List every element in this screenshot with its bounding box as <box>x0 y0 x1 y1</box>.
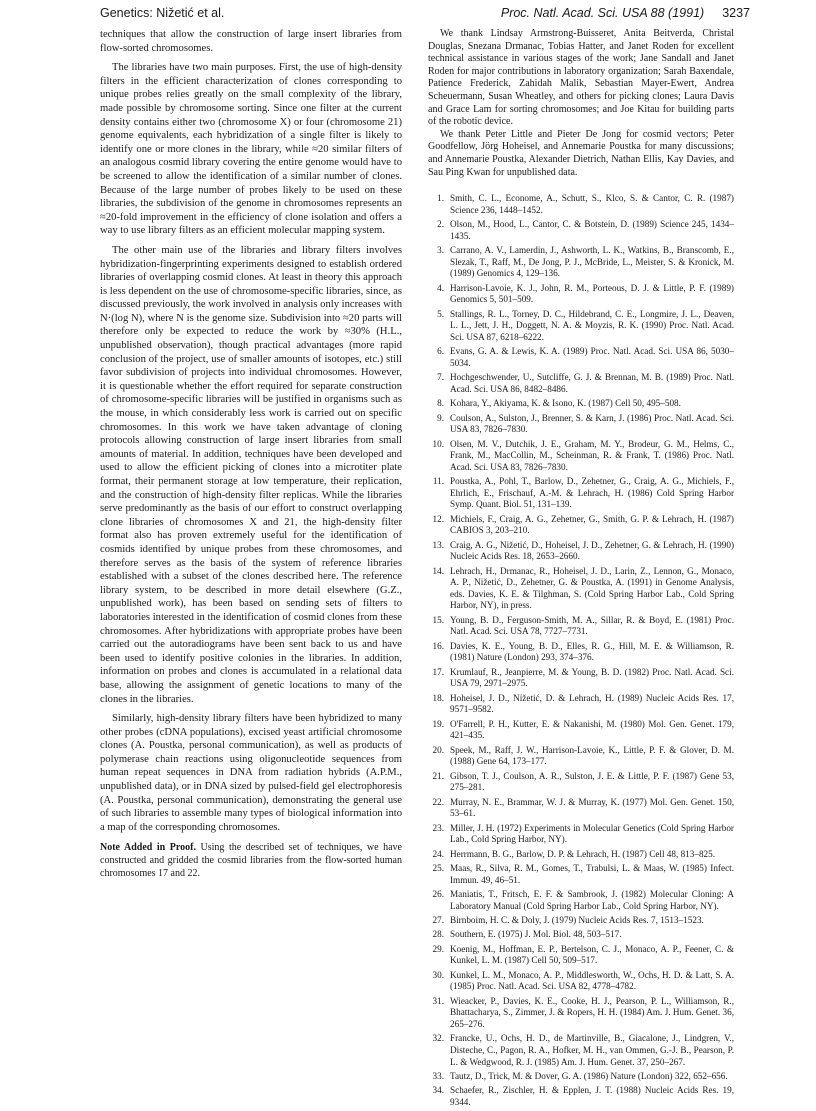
reference-text: Craig, A. G., Nižetić, D., Hoheisel, J. D., Zehetner, G. & Lehrach, H. (1990) Nucleic Acids Res. 18, 2653–2660. <box>450 539 734 562</box>
reference-item <box>428 615 734 638</box>
reference-number: 10. <box>432 438 444 449</box>
reference-number: 23. <box>432 822 444 833</box>
reference-item <box>428 372 734 395</box>
reference-text: Lehrach, H., Drmanac, R., Hoheisel, J. D., Larin, Z., Lennon, G., Monaco, A. P., Nižetić, D., Zehetner, G. & Poustka, A. (1991) in Genome Analysis, eds. Davies, K. E. & Tilghman, S. (Cold Spring Harbor Lab., Cold Spring Harbor, NY), in press. <box>450 565 734 611</box>
reference-text: Carrano, A. V., Lamerdin, J., Ashworth, L. K., Watkins, B., Branscomb, E., Slezak, T., Raff, M., De Jong, P. J., McBride, L., Meister, S. & Kronick, M. (1989) Genomics 4, 129–136. <box>450 245 734 279</box>
reference-text: O'Farrell, P. H., Kutter, E. & Nakanishi, M. (1980) Mol. Gen. Genet. 179, 421–435. <box>450 718 734 741</box>
reference-item <box>428 283 734 306</box>
reference-number: 12. <box>432 513 444 524</box>
reference-number: 33. <box>432 1071 444 1081</box>
running-header <box>90 6 750 24</box>
reference-item <box>428 1071 734 1083</box>
paragraph-purposes: The libraries have two main purposes. First, the use of high-density filters in the efficient characterization of clones corresponding to unique probes relies greatly on the small complexity of the library, made possible by chromosome sorting. Since one filter at the current density contains either two (chromosome X) or four (chromosome 21) genome equivalents, each hybridization of a single filter is likely to identify one or more clones in the library, while ≈20 similar filters of an analogous cosmid library covering the entire genome would have to be screened to allow the identification of a similar number of clones. Because of the large number of probes likely to be used on these libraries, the subdivision of the genome in chromosomes represents an ≈20-fold improvement in the efficiency of clone isolation and offers a way to use library filters as an efficient molecular mapping system. <box>100 62 402 237</box>
reference-item <box>428 693 734 716</box>
reference-text: Koenig, M., Hoffman, E. P., Bertelson, C. J., Monaco, A. P., Feener, C. & Kunkel, L. M. (1987) Cell 50, 509–517. <box>450 943 734 966</box>
reference-number: 22. <box>432 796 444 807</box>
reference-text: Wieacker, P., Davies, K. E., Cooke, H. J., Pearson, P. L., Williamson, R., Bhattacharya, S., Zimmer, J. & Ropers, H. H. (1984) Am. J. Hum. Genet. 36, 265–276. <box>450 995 734 1030</box>
header-author: Genetics: Nižetić et al. <box>100 6 225 20</box>
reference-text: Maniatis, T., Fritsch, E. F. & Sambrook, J. (1982) Molecular Cloning: A Laboratory Manual (Cold Spring Harbor Lab., Cold Spring Harbor, NY). <box>450 889 734 911</box>
reference-number: 17. <box>432 666 444 677</box>
reference-item <box>428 1033 734 1068</box>
reference-text: Olson, M., Hood, L., Cantor, C. & Botstein, D. (1989) Science 245, 1434–1435. <box>450 219 734 241</box>
reference-text: Young, B. D., Ferguson-Smith, M. A., Sillar, R. & Boyd, E. (1981) Proc. Natl. Acad. Sci. USA 78, 7727–7731. <box>450 614 734 637</box>
reference-number: 30. <box>432 969 444 980</box>
paragraph-continuation: techniques that allow the construction of large insert libraries from flow-sorted chromosomes. <box>100 29 402 54</box>
reference-text: Olsen, M. V., Dutchik, J. E., Graham, M. Y., Brodeur, G. M., Helms, C., Frank, M., MacCollin, M., Scheinman, R. & Frank, T. (1986) Proc. Natl. Acad. Sci. USA 83, 7826–7830. <box>450 438 734 472</box>
reference-text: Gibson, T. J., Coulson, A. R., Sulston, J. E. & Little, P. F. (1987) Gene 53, 275–281. <box>450 770 734 793</box>
reference-text: Stallings, R. L., Torney, D. C., Hildebrand, C. E., Longmire, J. L., Deaven, L. L., Jett, J. H., Doggett, N. A. & Moyzis, R. K. (1990) Proc. Natl. Acad. Sci. USA 87, 6218–6222. <box>450 308 734 342</box>
reference-item <box>428 219 734 242</box>
reference-text: Kunkel, L. M., Monaco, A. P., Middlesworth, W., Ochs, H. D. & Latt, S. A. (1985) Proc. Natl. Acad. Sci. USA 82, 4778–4782. <box>450 969 734 992</box>
reference-text: Tautz, D., Trick, M. & Dover, G. A. (1986) Nature (London) 322, 652–656. <box>450 1071 728 1081</box>
reference-number: 31. <box>432 995 444 1006</box>
reference-number: 32. <box>432 1033 444 1044</box>
reference-number: 4. <box>437 282 444 293</box>
reference-number: 8. <box>437 398 444 409</box>
reference-text: Francke, U., Ochs, H. D., de Martinville, B., Giacalone, J., Lindgren, V., Disteche, C., Pagon, R. A., Hofker, M. H., van Ommen, G.-J. B., Pearson, P. L. & Wedgwood, R. J. (1985) Am. J. Hum. Genet. 37, 250–267. <box>450 1033 734 1067</box>
reference-text: Smith, C. L., Econome, A., Schutt, S., Klco, S. & Cantor, C. R. (1987) Science 236, 1448–1452. <box>450 193 734 215</box>
reference-number: 34. <box>432 1085 444 1096</box>
paragraph-hybridization: The other main use of the libraries and library filters involves hybridization-fingerprinting experiments designed to establish ordered libraries of overlapping cosmid clones. At least in theory this approach is less dependent on the use of chromosome-specific libraries, since, as discussed previously, the work involved in analysis only increases with N·(log N), where N is the genome size. Subdivision into ≈20 parts will therefore only be expected to reduce the work by ≈30% (H.L., unpublished observation), though practical advantages (more rapid conclusion of the project, use of smaller amounts of isotopes, etc.) still favor subdivision of projects into individual chromosomes. However, it is questionable whether the effort required for separate construction of chromosome-specific libraries will be justified in organisms such as the mouse, in which considerably less work is carried out on specific chromosomes. In this work we have taken advantage of cloning protocols allowing construction of large insert libraries from small amounts of material. In addition, techniques have been developed and used to allow the efficient picking of clones into a microtiter plate format, their permanent storage at low temperature, their replication, and the construction of high-density filter replicas. While the libraries serve predominantly as the basis of our effort to construct overlapping clone libraries of chromosomes X and 21, the high-density filter format also has proven extremely useful for the identification of cosmids identified by unique probes from these chromosomes, and therefore serves as the basis of the system of reference libraries established with a subset of the clones described here. The reference library system, to be described in more detail elsewhere (G.Z., unpublished work), has been based on sending sets of filters to laboratories interested in the identification of cosmid clones from these chromosomes. After hybridizations with appropriate probes have been carried out the autoradiograms have been sent back to us and have been used to identify positive colonies in the libraries. In addition, information on probes and clones is accumulated in a relational data base, allowing the assignment of genetic locations to many of the clones in the libraries. <box>100 244 402 705</box>
reference-number: 19. <box>432 718 444 729</box>
reference-item <box>428 889 734 912</box>
note-added-in-proof <box>100 842 402 880</box>
reference-text: Kohara, Y., Akiyama, K. & Isono, K. (1987) Cell 50, 495–508. <box>450 398 681 409</box>
reference-text: Evans, G. A. & Lewis, K. A. (1989) Proc. Natl. Acad. Sci. USA 86, 5030–5034. <box>450 346 734 368</box>
reference-item <box>428 929 734 941</box>
reference-number: 3. <box>437 245 444 256</box>
reference-text: Harrison-Lavoie, K. J., John, R. M., Porteous, D. J. & Little, P. F. (1989) Genomics 5, 501–509. <box>450 282 734 305</box>
reference-text: Birnboim, H. C. & Doly, J. (1979) Nucleic Acids Res. 7, 1513–1523. <box>450 915 704 926</box>
reference-item <box>428 915 734 927</box>
reference-text: Krumlauf, R., Jeanpierre, M. & Young, B. D. (1982) Proc. Natl. Acad. Sci. USA 79, 2971–2975. <box>450 666 734 689</box>
header-journal-info <box>501 6 750 20</box>
left-column <box>100 28 402 880</box>
note-heading: Note Added in Proof. <box>100 842 196 854</box>
reference-number: 25. <box>432 863 444 874</box>
reference-item <box>428 566 734 612</box>
reference-text: Michiels, F., Craig, A. G., Zehetner, G., Smith, G. P. & Lehrach, H. (1987) CABIOS 3, 203–210. <box>450 513 734 536</box>
reference-item <box>428 797 734 820</box>
page-number: 3237 <box>722 6 750 20</box>
reference-number: 27. <box>432 915 444 926</box>
reference-number: 20. <box>432 744 444 755</box>
reference-item <box>428 1085 734 1108</box>
reference-number: 2. <box>437 219 444 230</box>
reference-text: Hoheisel, J. D., Nižetić, D. & Lehrach, H. (1989) Nucleic Acids Res. 17, 9571–9582. <box>450 692 734 715</box>
reference-number: 26. <box>432 889 444 900</box>
reference-item <box>428 193 734 216</box>
reference-item <box>428 863 734 886</box>
reference-item <box>428 413 734 436</box>
reference-item <box>428 439 734 474</box>
reference-item <box>428 309 734 344</box>
reference-number: 1. <box>437 193 444 204</box>
reference-item <box>428 996 734 1031</box>
reference-number: 13. <box>432 539 444 550</box>
reference-number: 15. <box>432 614 444 625</box>
acknowledgments-2: We thank Peter Little and Pieter De Jong for cosmid vectors; Peter Goodfellow, Jörg Hoheisel, and Annemarie Poustka for many discussions; and Annemarie Poustka, Alexander Dietrich, Nathan Ellis, Kay Davies, and Sau Ping Kwan for unpublished data. <box>428 128 734 178</box>
reference-number: 9. <box>437 412 444 423</box>
acknowledgments-1: We thank Lindsay Armstrong-Buisseret, Anita Beitverda, Christal Douglas, Snezana Drmanac, Tobias Hatter, and Janet Roden for excellent technical assistance in various stages of the work; Jane Sandall and Janet Roden for major contributions in laboratory organization; Sarah Baxendale, Patience Frederick, Zahidah Malik, Sebastian Mayer-Ewert, Andrea Scheuermann, Susan Wheatley, and others for picking clones; Laura Davis and Grace Lam for sorting chromosomes; and Joe Kitau for building parts of the robotic device. <box>428 28 734 128</box>
reference-item <box>428 514 734 537</box>
reference-item <box>428 745 734 768</box>
reference-number: 11. <box>432 476 444 487</box>
reference-text: Hochgeschwender, U., Sutcliffe, G. J. & Brennan, M. B. (1989) Proc. Natl. Acad. Sci. USA 86, 8482–8486. <box>450 372 734 394</box>
reference-text: Southern, E. (1975) J. Mol. Biol. 48, 503–517. <box>450 929 622 940</box>
reference-text: Schaefer, R., Zischler, H. & Epplen, J. T. (1988) Nucleic Acids Res. 19, 9344. <box>450 1085 734 1107</box>
reference-number: 14. <box>432 565 444 576</box>
reference-item <box>428 771 734 794</box>
reference-text: Coulson, A., Sulston, J., Brenner, S. & Karn, J. (1986) Proc. Natl. Acad. Sci. USA 83, 7826–7830. <box>450 412 734 435</box>
reference-item <box>428 823 734 846</box>
right-column <box>428 28 734 1111</box>
reference-item <box>428 398 734 410</box>
reference-number: 21. <box>432 770 444 781</box>
reference-item <box>428 849 734 861</box>
reference-item <box>428 719 734 742</box>
reference-number: 24. <box>432 848 444 859</box>
reference-text: Speek, M., Raff, J. W., Harrison-Lavoie, K., Little, P. F. & Glover, D. M. (1988) Gene 64, 173–177. <box>450 744 734 767</box>
reference-number: 18. <box>432 692 444 703</box>
note-body: Using the described set of techniques, we have constructed and gridded the cosmid libraries from the flow-sorted human chromosomes 17 and 22. <box>100 842 402 879</box>
reference-text: Miller, J. H. (1972) Experiments in Molecular Genetics (Cold Spring Harbor Lab., Cold Spring Harbor, NY). <box>450 822 734 845</box>
reference-text: Murray, N. E., Brammar, W. J. & Murray, K. (1977) Mol. Gen. Genet. 150, 53–61. <box>450 796 734 819</box>
reference-item <box>428 970 734 993</box>
reference-number: 16. <box>432 640 444 651</box>
reference-number: 29. <box>432 943 444 954</box>
reference-number: 7. <box>437 372 444 383</box>
reference-text: Davies, K. E., Young, B. D., Elles, R. G., Hill, M. E. & Williamson, R. (1981) Nature (London) 293, 374–376. <box>450 640 734 663</box>
reference-text: Poustka, A., Pohl, T., Barlow, D., Zehetner, G., Craig, A. G., Michiels, F., Ehrlich, E., Frischauf, A.-M. & Lehrach, H. (1986) Cold Spring Harbor Symp. Quant. Biol. 51, 131–139. <box>450 476 734 510</box>
reference-item <box>428 346 734 369</box>
reference-item <box>428 245 734 280</box>
header-journal: Proc. Natl. Acad. Sci. USA 88 (1991) <box>500 6 705 20</box>
reference-text: Herrmann, B. G., Barlow, D. P. & Lehrach, H. (1987) Cell 48, 813–825. <box>450 848 716 859</box>
reference-number: 28. <box>432 929 444 940</box>
reference-item <box>428 641 734 664</box>
reference-number: 6. <box>437 346 444 357</box>
reference-item <box>428 944 734 967</box>
reference-number: 5. <box>437 308 444 319</box>
paragraph-similarly: Similarly, high-density library filters have been hybridized to many other probes (cDNA populations), excised yeast artificial chromosome clones (A. Poustka, personal communication), as well as products of polymerase chain reactions using oligonucleotide sequences from human repeat sequences in DNA from radiation hybrids (A.P.M., unpublished data), or in DNA sized by pulsed-field gel electrophoresis (A. Poustka, personal communication), demonstrating the general use of such libraries to assemble many types of biological information into a map of the corresponding chromosomes. <box>100 713 402 833</box>
reference-item <box>428 667 734 690</box>
reference-text: Maas, R., Silva, R. M., Gomes, T., Trabulsi, L. & Maas, W. (1985) Infect. Immun. 49, 46–51. <box>450 863 734 885</box>
reference-list <box>428 193 734 1108</box>
reference-item <box>428 476 734 511</box>
reference-item <box>428 540 734 563</box>
